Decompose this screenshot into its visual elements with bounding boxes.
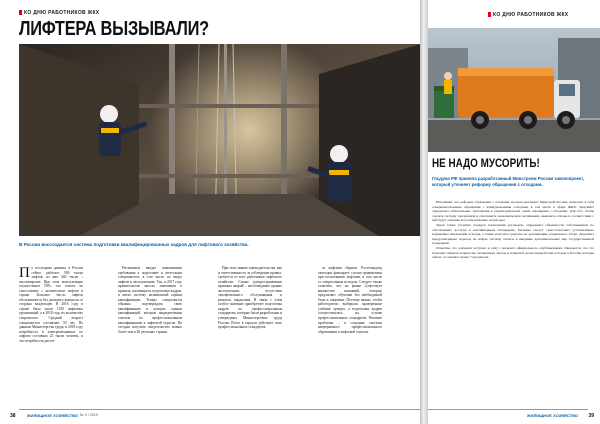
footer-rule [428,409,588,410]
elevator-shaft-illustration [19,44,420,236]
section-tag: КО ДНЮ РАБОТНИКОВ ЖКХ [493,12,569,18]
section-tag-marker [488,12,491,17]
body-paragraph: Закон также уточняет порядок заключения договоров, определяет обязанности собственников по обеспечению доступа к контейнерным площадкам. Регионы смогут самостоятельно устанавливать нормативы накопления отходов, а также получать средства на организацию раздельного сбора. Документ предусматривает переход на новую систему оплаты и введение дополнительных мер государственной поддержки. [432,223,594,246]
photo-caption: В России воссоздается система подготовки квалифицированных кадров для лифтового хозяйства. [19,242,249,247]
page-gutter [420,0,428,424]
column-text: за лифтами обратно. Ростехнадзор ежегодно фиксирует случаи травматизма при пользовании лифтами, в том числе со смертельным исходом. Следует также отметить, что на рынке существует множество компаний, которые предлагают обучение без необходимой базы и лицензии. Поэтому важно, чтобы работодатели выбирали проверенные учебные центры, а подготовка кадров осуществлялась на основе профессиональных стандартов. Решение проблемы – в создании системы непрерывного профессионального образования в лифтовой отрасли. [318,266,382,334]
section-tag-marker [19,10,22,15]
body-paragraph: Напомним, что реформа обращения с отходами, которая реализует Минстрой России, включает в себя совершенствование обращения с коммунальными отходами, в том числе в сфере ЖКХ. Документ определяет обязательные требования к территориальной схеме обращения с отходами. Для того чтобы сделать систему прозрачной и обеспечить экономическую мотивацию, вывозить отходы в соответствии с ней будут обязаны все региональные операторы. [432,200,594,223]
elevator-shaft-photo [19,44,420,236]
right-page [428,0,600,424]
section-tag: КО ДНЮ РАБОТНИКОВ ЖКХ [24,10,100,16]
text-column-4 [318,266,382,334]
column-text: При этом знание законодательства, как и ответственность за соблюдение правил, требуется от всех работников лифтового хозяйства. Самые распространенные причины аварий – несоблюдение правил эксплуатации, отсутствие своевременного обслуживания и ремонта, вандализм. В связи с этим особое значение приобретает подготовка кадров по профессиональным стандартам, которые были разработаны и утверждены Министерством труда России. Всего в отрасли действует пять профессиональных стандартов. [218,266,282,330]
page-number: 38 [10,413,16,419]
column-text: Регламенты вводят повышенные требования к подготовке и аттестации специалистов, в том числе по вводу лифтов в эксплуатацию. Так, в 2017 году правительство внесло изменения в правила, касающиеся подготовки кадров, и ввело систему независимой оценки квалификации. Теперь специалисты обязаны подтверждать свою квалификацию в центрах оценки квалификаций, которые аккредитованы советом по профессиональным квалификациям в лифтовой отрасли. На сегодня получить свидетельство можно более чем в 20 регионах страны. [118,266,182,334]
waste-truck-photo [428,28,600,152]
body-paragraph: Отметим, что документ вступает в силу с момента официального опубликования. Ожидается, что это позволит снизить количество незаконных свалок и повысить долю переработки отходов в России, которая сейчас составляет менее 7 процентов. [432,246,594,260]
text-column-3 [218,266,282,330]
article-lead: Госдума РФ приняла разработанный Минстроем России законопроект, который уточняет реформу обращения с отходами. [432,176,585,187]
column-text: о последним данным, в России сейчас работает 500 тысяч лифтов, из них 440 тысяч – пассажирские. При этом эксплуатацию осуществляет 50%, что совсем не сопоставимо с количеством лифтов в стране. Большое число лифтов обслуживается без должного контроля со стороны владельцев. В 2016 году в стране было около 1100 лифтовых организаций, а в 2018 году их количество сократилось. Средний возраст специалистов составляет 50 лет. По данным Министерства труда, в 2018 году потребность в электромеханиках по лифтам составила 25 тысяч человек, и эта потребность растет. [19,266,83,343]
article-body [432,200,594,260]
article-headline: ЛИФТЕРА ВЫЗЫВАЛИ? [19,18,209,40]
page-number: 39 [588,413,594,419]
drop-cap: П [19,264,30,281]
magazine-brand: ЖИЛИЩНОЕ ХОЗЯЙСТВО [27,413,78,418]
text-column-1 [19,266,83,343]
magazine-brand: ЖИЛИЩНОЕ ХОЗЯЙСТВО [527,413,578,418]
article-headline: НЕ НАДО МУСОРИТЬ! [432,158,540,170]
text-column-2 [118,266,182,334]
garbage-truck-illustration [428,28,600,152]
issue-number: № 3 / 2019 [80,413,98,417]
footer-rule [19,409,420,410]
